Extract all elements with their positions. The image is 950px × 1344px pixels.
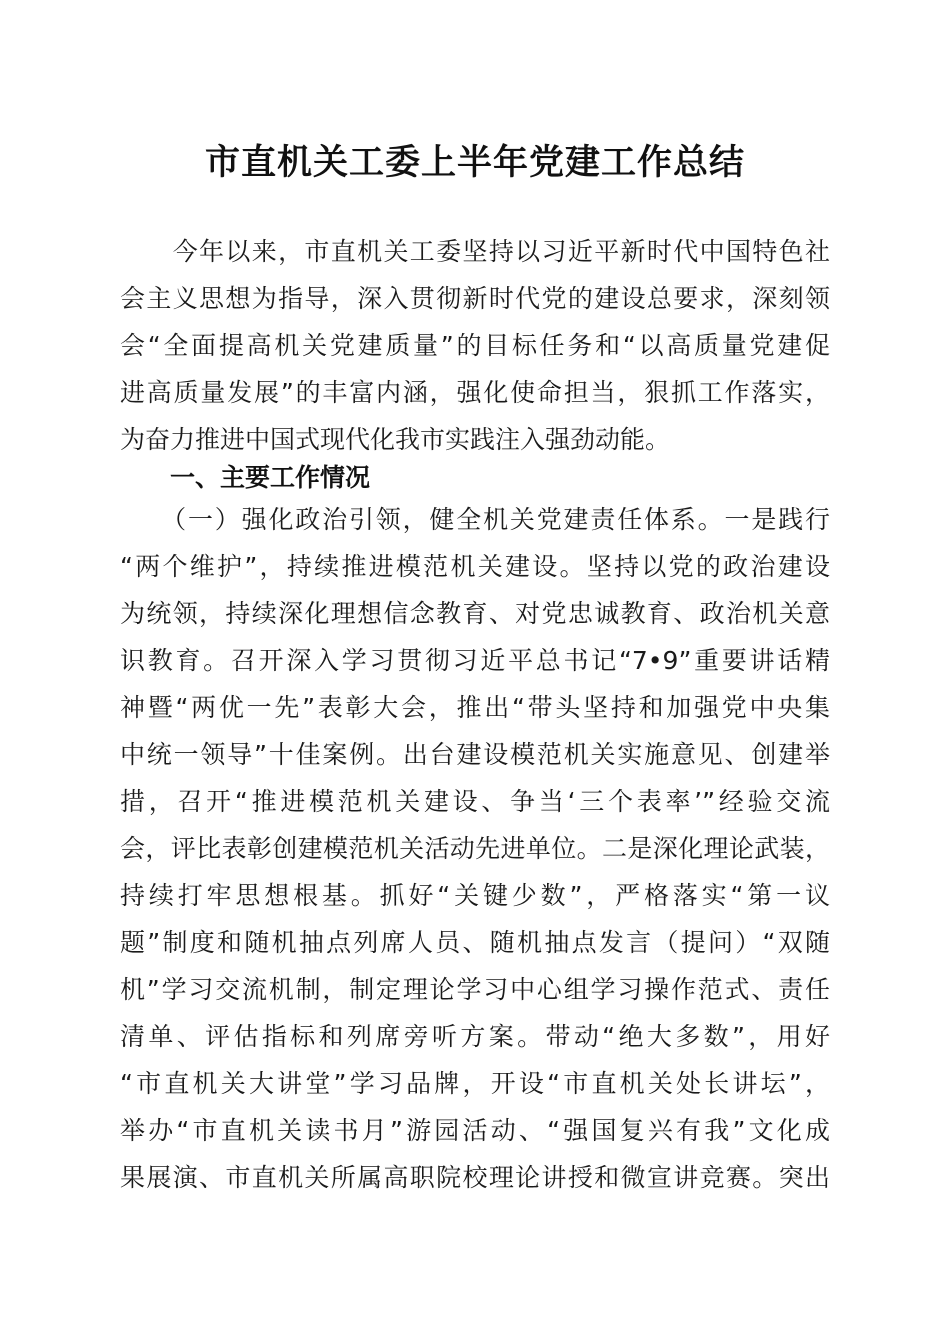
paragraph-line: （一）强化政治引领，健全机关党建责任体系。一是践行: [120, 505, 830, 534]
paragraph-line: 进高质量发展”的丰富内涵，强化使命担当，狠抓工作落实，: [120, 378, 830, 407]
paragraph-line: 机”学习交流机制，制定理论学习中心组学习操作范式、责任: [120, 975, 830, 1004]
section-heading: 一、主要工作情况: [120, 463, 371, 492]
paragraph-line: 为统领，持续深化理想信念教育、对党忠诚教育、政治机关意: [120, 599, 830, 628]
paragraph-line: 果展演、市直机关所属高职院校理论讲授和微宣讲竞赛。突出: [120, 1163, 830, 1192]
paragraph-line: 清单、评估指标和列席旁听方案。带动“绝大多数”，用好: [120, 1022, 830, 1051]
paragraph-line: 措，召开“推进模范机关建设、争当‘三个表率’”经验交流: [120, 787, 830, 816]
paragraph-line: 会主义思想为指导，深入贯彻新时代党的建设总要求，深刻领: [120, 284, 830, 313]
paragraph-line: “两个维护”，持续推进模范机关建设。坚持以党的政治建设: [120, 552, 830, 581]
paragraph-line: 中统一领导”十佳案例。出台建设模范机关实施意见、创建举: [120, 740, 830, 769]
paragraph-line: 题”制度和随机抽点列席人员、随机抽点发言（提问）“双随: [120, 928, 830, 957]
paragraph-line: 举办“市直机关读书月”游园活动、“强国复兴有我”文化成: [120, 1116, 830, 1145]
paragraph-line: 今年以来，市直机关工委坚持以习近平新时代中国特色社: [120, 237, 830, 266]
paragraph-line: 持续打牢思想根基。抓好“关键少数”，严格落实“第一议: [120, 881, 830, 910]
paragraph-line: 会“全面提高机关党建质量”的目标任务和“以高质量党建促: [120, 331, 830, 360]
paragraph-line: 会，评比表彰创建模范机关活动先进单位。二是深化理论武装，: [120, 834, 830, 863]
paragraph-line: “市直机关大讲堂”学习品牌，开设“市直机关处长讲坛”，: [120, 1069, 830, 1098]
paragraph-line: 神暨“两优一先”表彰大会，推出“带头坚持和加强党中央集: [120, 693, 830, 722]
paragraph-line: 为奋力推进中国式现代化我市实践注入强劲动能。: [120, 425, 671, 454]
paragraph-line: 识教育。召开深入学习贯彻习近平总书记“7•9”重要讲话精: [120, 646, 830, 675]
document-title: 市直机关工委上半年党建工作总结: [204, 142, 745, 183]
